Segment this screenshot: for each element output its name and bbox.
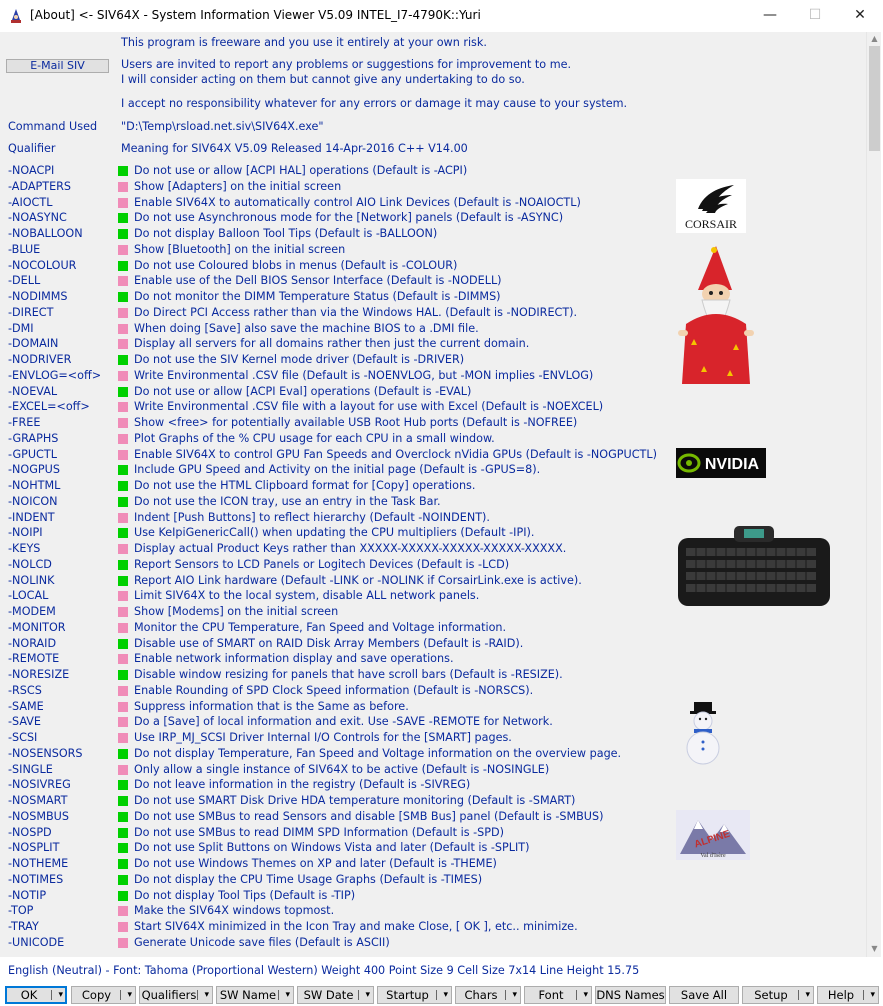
qualifier-name: -NOSIVREG	[8, 778, 71, 792]
qualifier-name: -MONITOR	[8, 620, 66, 634]
qualifier-description: Enable SIV64X to automatically control AIO Link Devices (Default is -NOAIOCTL)	[134, 195, 581, 209]
sw-name-button-label: SW Name	[219, 988, 277, 1002]
qualifier-name: -ENVLOG=<off>	[8, 368, 102, 382]
green-blob-icon	[118, 812, 128, 822]
split-divider	[863, 990, 864, 1000]
qualifier-name: -NORESIZE	[8, 668, 70, 681]
qualifier-description: Limit SIV64X to the local system, disable ALL network panels.	[134, 589, 480, 603]
pink-blob-icon	[118, 276, 128, 286]
ok-button-label: OK	[20, 988, 38, 1002]
qualifier-name: -LOCAL	[8, 589, 49, 603]
dropdown-arrow-icon[interactable]: ▾	[583, 990, 588, 1000]
green-blob-icon	[118, 213, 128, 223]
window-title: [About] <- SIV64X - System Information Viewer V5.09 INTEL_I7-4790K::Yuri	[30, 8, 481, 22]
qualifier-description: Do not leave information in the registry (Default is -SIVREG)	[134, 778, 471, 792]
split-divider	[51, 990, 52, 1000]
dropdown-arrow-icon[interactable]: ▾	[285, 990, 290, 1000]
command-used-value: "D:\Temp\rsload.net.siv\SIV64X.exe"	[121, 120, 324, 133]
pink-blob-icon	[118, 418, 128, 428]
pink-blob-icon	[118, 182, 128, 192]
qualifiers-button[interactable]	[139, 986, 213, 1004]
qualifier-name: -NOTHEME	[8, 857, 69, 870]
qualifier-description: Plot Graphs of the % CPU usage for each CPU in a small window.	[134, 431, 495, 445]
qualifier-description: Enable Rounding of SPD Clock Speed information (Default is -NORSCS).	[134, 683, 534, 697]
qualifier-description: Do not use or allow [ACPI HAL] operations (Default is -ACPI)	[134, 164, 468, 177]
qualifier-name: -NOSMART	[8, 794, 68, 807]
font-status-line: English (Neutral) - Font: Tahoma (Proportional Western) Weight 400 Point Size 9 Cell Size 7x14 Line Height 15.75	[8, 964, 640, 977]
scroll-thumb[interactable]	[869, 46, 880, 151]
corsair-logo	[676, 179, 746, 233]
qualifier-description: Do not display Tool Tips (Default is -TIP)	[134, 888, 356, 902]
qualifier-description: When doing [Save] also save the machine BIOS to a .DMI file.	[134, 321, 479, 335]
qualifier-name: -NOLCD	[8, 557, 52, 571]
qualifier-name: -NOIPI	[8, 526, 43, 540]
qualifier-name: -NODIMMS	[8, 290, 68, 303]
pink-blob-icon	[118, 654, 128, 664]
pink-blob-icon	[118, 591, 128, 601]
qualifier-name: -GPUCTL	[8, 447, 57, 461]
qualifier-description: Do not display the CPU Time Usage Graphs (Default is -TIMES)	[134, 872, 483, 886]
qualifier-name: -UNICODE	[8, 935, 65, 949]
qualifier-name: -TOP	[8, 904, 34, 918]
qualifier-name: -REMOTE	[8, 652, 60, 666]
qualifier-name: -NOSPD	[8, 825, 52, 839]
pink-blob-icon	[118, 513, 128, 523]
split-divider	[197, 990, 198, 1000]
pink-blob-icon	[118, 245, 128, 255]
qualifier-description: Suppress information that is the Same as before.	[134, 699, 409, 713]
qualifier-name: -NORAID	[8, 636, 57, 650]
vertical-scrollbar[interactable]	[866, 32, 881, 957]
dropdown-arrow-icon[interactable]: ▾	[443, 990, 448, 1000]
email-siv-button[interactable]: E-Mail SIV	[6, 59, 109, 73]
sw-date-button-label: SW Date	[303, 988, 354, 1002]
green-blob-icon	[118, 292, 128, 302]
qualifier-name: -NOCOLOUR	[8, 258, 77, 272]
command-used-label: Command Used	[8, 120, 98, 133]
qualifier-name: -RSCS	[8, 683, 42, 697]
green-blob-icon	[118, 875, 128, 885]
pink-blob-icon	[118, 717, 128, 727]
maximize-button[interactable]: ☐	[808, 7, 822, 23]
qualifier-name: -DIRECT	[8, 305, 54, 319]
ok-button[interactable]	[5, 986, 67, 1004]
qualifier-name: -EXCEL=<off>	[8, 400, 90, 414]
qualifier-name: -NOTIMES	[8, 872, 64, 886]
qualifier-name: -NOSPLIT	[8, 841, 60, 855]
copy-button[interactable]	[71, 986, 136, 1004]
qualifier-name: -NOASYNC	[8, 211, 67, 225]
qualifier-description: Show [Modems] on the initial screen	[134, 605, 339, 618]
pink-blob-icon	[118, 906, 128, 916]
keyboard-image	[676, 524, 832, 610]
dropdown-arrow-icon[interactable]: ▾	[204, 990, 209, 1000]
chars-button[interactable]	[455, 986, 521, 1004]
green-blob-icon	[118, 560, 128, 570]
help-button[interactable]	[817, 986, 879, 1004]
pink-blob-icon	[118, 938, 128, 948]
qualifier-name: -TRAY	[8, 920, 39, 933]
sw-date-button[interactable]	[297, 986, 374, 1004]
qualifier-description: Report AIO Link hardware (Default -LINK or -NOLINK if CorsairLink.exe is active).	[134, 573, 582, 587]
qualifier-name: -NOSMBUS	[8, 809, 69, 823]
green-blob-icon	[118, 229, 128, 239]
split-divider	[798, 990, 799, 1000]
pink-blob-icon	[118, 765, 128, 775]
green-blob-icon	[118, 465, 128, 475]
alpine-logo-subtext: Val d'Isère	[700, 853, 726, 859]
dns-names-button[interactable]	[595, 986, 666, 1004]
setup-button-label: Setup	[754, 988, 788, 1002]
pink-blob-icon	[118, 434, 128, 444]
pink-blob-icon	[118, 733, 128, 743]
qualifier-description: Do not use SMART Disk Drive HDA temperature monitoring (Default is -SMART)	[134, 794, 576, 807]
qualifier-name: -SINGLE	[8, 762, 53, 776]
chars-button-label: Chars	[464, 988, 498, 1002]
green-blob-icon	[118, 387, 128, 397]
alpine-logo-text: ALPINE	[693, 828, 732, 851]
corsair-logo-text: CORSAIR	[684, 217, 738, 231]
scroll-down-icon[interactable]: ▼	[871, 944, 878, 953]
qualifier-description: Do not use SMBus to read DIMM SPD Information (Default is -SPD)	[134, 825, 504, 839]
qualifier-description: Do not use Asynchronous mode for the [Network] panels (Default is -ASYNC)	[134, 211, 564, 225]
qualifier-description: Make the SIV64X windows topmost.	[134, 904, 335, 918]
qualifier-name: -FREE	[8, 416, 41, 429]
wizard-mascot-image	[676, 244, 756, 394]
qualifier-name: -INDENT	[8, 510, 55, 524]
qualifier-description: Do not use Coloured blobs in menus (Default is -COLOUR)	[134, 258, 458, 272]
green-blob-icon	[118, 576, 128, 586]
pink-blob-icon	[118, 544, 128, 554]
qualifier-description: Use KeIpiGenericCall() when updating the CPU multipliers (Default -IPI).	[134, 526, 535, 540]
qualifier-name: -MODEM	[8, 605, 56, 618]
qualifier-name: -NOEVAL	[8, 384, 58, 398]
qualifier-description: Display actual Product Keys rather than XXXXX-XXXXX-XXXXX-XXXXX-XXXXX.	[134, 542, 567, 555]
qualifier-description: Do a [Save] of local information and exit. Use -SAVE -REMOTE for Network.	[134, 715, 553, 729]
qualifier-description: Display all servers for all domains rather then just the current domain.	[134, 337, 530, 351]
qualifier-description: Do not display Balloon Tool Tips (Default is -BALLOON)	[134, 227, 438, 240]
freeware-notice: This program is freeware and you use it entirely at your own risk.	[121, 36, 487, 49]
dropdown-arrow-icon[interactable]: ▾	[365, 990, 370, 1000]
qualifier-description: Show <free> for potentially available USB Root Hub ports (Default is -NOFREE)	[134, 416, 578, 429]
split-divider	[576, 990, 577, 1000]
close-button[interactable]: ✕	[854, 7, 866, 23]
font-button-label: Font	[538, 988, 564, 1002]
qualifier-description: Report Sensors to LCD Panels or Logitech Devices (Default is -LCD)	[134, 557, 510, 571]
responsibility-notice: I accept no responsibility whatever for any errors or damage it may cause to your system.	[121, 97, 628, 110]
qualifier-description: Enable use of the Dell BIOS Sensor Interface (Default is -NODELL)	[134, 274, 502, 288]
split-divider	[278, 990, 279, 1000]
qualifier-description: Disable use of SMART on RAID Disk Array Members (Default is -RAID).	[134, 636, 524, 650]
pink-blob-icon	[118, 607, 128, 617]
qualifier-description: Monitor the CPU Temperature, Fan Speed and Voltage information.	[134, 620, 507, 634]
green-blob-icon	[118, 891, 128, 901]
qualifier-description: Write Environmental .CSV file (Default is -NOENVLOG, but -MON implies -ENVLOG)	[134, 368, 594, 382]
pink-blob-icon	[118, 324, 128, 334]
green-blob-icon	[118, 639, 128, 649]
qualifier-description: Write Environmental .CSV file with a layout for use with Excel (Default is -NOEXCEL)	[134, 400, 604, 414]
qualifier-description: Do not use the SIV Kernel mode driver (Default is -DRIVER)	[134, 353, 465, 366]
pink-blob-icon	[118, 922, 128, 932]
sw-name-button[interactable]	[216, 986, 294, 1004]
qualifier-description: Disable window resizing for panels that have scroll bars (Default is -RESIZE).	[134, 668, 563, 681]
nvidia-logo-text: NVIDIA	[704, 456, 760, 473]
scroll-up-icon[interactable]: ▲	[871, 34, 878, 43]
qualifier-description: Do not monitor the DIMM Temperature Status (Default is -DIMMS)	[134, 290, 501, 303]
nvidia-logo	[676, 448, 766, 478]
qualifier-name: -DMI	[8, 321, 34, 335]
qualifier-name: -NOGPUS	[8, 463, 60, 477]
split-divider	[436, 990, 437, 1000]
qualifier-description: Do not use SMBus to read Sensors and disable [SMB Bus] panel (Default is -SMBUS)	[134, 809, 604, 823]
pink-blob-icon	[118, 371, 128, 381]
qualifier-name: -GRAPHS	[8, 431, 59, 445]
font-button[interactable]	[524, 986, 592, 1004]
qualifier-name: -DOMAIN	[8, 337, 59, 351]
qualifier-description: Generate Unicode save files (Default is ASCII)	[134, 935, 390, 949]
setup-button[interactable]	[742, 986, 814, 1004]
qualifier-name: -NOTIP	[8, 888, 47, 902]
qualifier-description: Do not use the HTML Clipboard format for [Copy] operations.	[134, 479, 476, 492]
dropdown-arrow-icon[interactable]: ▾	[870, 990, 875, 1000]
pink-blob-icon	[118, 402, 128, 412]
help-button-label: Help	[827, 988, 855, 1002]
green-blob-icon	[118, 859, 128, 869]
qualifier-name: -NODRIVER	[8, 353, 72, 366]
title-bar	[0, 0, 881, 32]
qualifier-name: -SCSI	[8, 731, 38, 744]
qualifier-name: -NOSENSORS	[8, 746, 83, 760]
qualifier-description: Show [Adapters] on the initial screen	[134, 179, 342, 193]
green-blob-icon	[118, 843, 128, 853]
green-blob-icon	[118, 670, 128, 680]
qualifier-description: Show [Bluetooth] on the initial screen	[134, 242, 346, 256]
split-divider	[120, 990, 121, 1000]
pink-blob-icon	[118, 308, 128, 318]
qualifiers-button-label: Qualifiers	[141, 988, 197, 1002]
green-blob-icon	[118, 166, 128, 176]
qualifier-description: Indent [Push Buttons] to reflect hierarchy (Default -NOINDENT).	[134, 510, 490, 524]
qualifier-description: Include GPU Speed and Activity on the initial page (Default is -GPUS=8).	[134, 463, 541, 477]
qualifier-name: -NOICON	[8, 494, 58, 508]
split-divider	[505, 990, 506, 1000]
pink-blob-icon	[118, 339, 128, 349]
green-blob-icon	[118, 828, 128, 838]
qualifier-description: Do Direct PCI Access rather than via the Windows HAL. (Default is -NODIRECT).	[134, 305, 578, 319]
save-all-button[interactable]	[669, 986, 739, 1004]
pink-blob-icon	[118, 686, 128, 696]
qualifier-description: Do not use or allow [ACPI Eval] operations (Default is -EVAL)	[134, 384, 472, 398]
green-blob-icon	[118, 261, 128, 271]
minimize-button[interactable]: —	[763, 7, 777, 23]
invite-line-2: I will consider acting on them but cannot give any undertaking to do so.	[121, 73, 525, 86]
dropdown-arrow-icon[interactable]: ▾	[805, 990, 810, 1000]
split-divider	[358, 990, 359, 1000]
siv-wizard-icon	[8, 8, 24, 24]
green-blob-icon	[118, 796, 128, 806]
copy-button-label: Copy	[81, 988, 112, 1002]
pink-blob-icon	[118, 450, 128, 460]
qualifier-name: -ADAPTERS	[8, 179, 72, 193]
dropdown-arrow-icon[interactable]: ▾	[512, 990, 517, 1000]
green-blob-icon	[118, 355, 128, 365]
dropdown-arrow-icon[interactable]: ▾	[127, 990, 132, 1000]
snowman-image	[680, 700, 726, 766]
qualifier-description: Do not use the ICON tray, use an entry in the Task Bar.	[134, 494, 441, 508]
save-all-button-label: Save All	[680, 988, 728, 1002]
qualifier-name: -NOACPI	[8, 164, 55, 177]
qualifier-name: -AIOCTL	[8, 195, 53, 209]
green-blob-icon	[118, 528, 128, 538]
qualifier-name: -SAME	[8, 699, 44, 713]
qualifier-name: -NOHTML	[8, 479, 61, 492]
startup-button[interactable]	[377, 986, 452, 1004]
qualifier-description: Enable network information display and save operations.	[134, 652, 454, 666]
green-blob-icon	[118, 497, 128, 507]
qualifier-description: Do not use Split Buttons on Windows Vista and later (Default is -SPLIT)	[134, 841, 530, 855]
qualifier-description: Use IRP_MJ_SCSI Driver Internal I/O Controls for the [SMART] pages.	[134, 731, 512, 744]
about-panel	[0, 32, 866, 977]
qualifier-description: Start SIV64X minimized in the Icon Tray and make Close, [ OK ], etc.. minimize.	[134, 920, 578, 933]
qualifier-description: Enable SIV64X to control GPU Fan Speeds and Overclock nVidia GPUs (Default is -NOGPUCTL)	[134, 447, 657, 461]
alpine-logo	[676, 810, 750, 860]
qualifier-name: -DELL	[8, 274, 41, 288]
pink-blob-icon	[118, 198, 128, 208]
qualifier-name: -SAVE	[8, 715, 42, 729]
invite-line-1: Users are invited to report any problems or suggestions for improvement to me.	[121, 58, 572, 71]
startup-button-label: Startup	[386, 988, 429, 1002]
qualifier-name: -BLUE	[8, 242, 41, 256]
qualifier-description: Do not display Temperature, Fan Speed and Voltage information on the overview page.	[134, 746, 622, 760]
qualifier-name: -NOLINK	[8, 573, 55, 587]
pink-blob-icon	[118, 702, 128, 712]
green-blob-icon	[118, 749, 128, 759]
dns-names-button-label: DNS Names	[596, 988, 665, 1002]
green-blob-icon	[118, 481, 128, 491]
pink-blob-icon	[118, 623, 128, 633]
qualifier-name: -NOBALLOON	[8, 227, 83, 240]
button-bar	[0, 984, 881, 1006]
qualifier-description: Do not use Windows Themes on XP and later (Default is -THEME)	[134, 857, 497, 870]
green-blob-icon	[118, 780, 128, 790]
qualifier-name: -KEYS	[8, 542, 41, 555]
qualifier-label: Qualifier	[8, 142, 56, 155]
qualifier-header: Meaning for SIV64X V5.09 Released 14-Apr-2016 C++ V14.00	[121, 142, 468, 155]
qualifier-description: Only allow a single instance of SIV64X to be active (Default is -NOSINGLE)	[134, 762, 550, 776]
dropdown-arrow-icon[interactable]: ▾	[58, 990, 63, 1000]
